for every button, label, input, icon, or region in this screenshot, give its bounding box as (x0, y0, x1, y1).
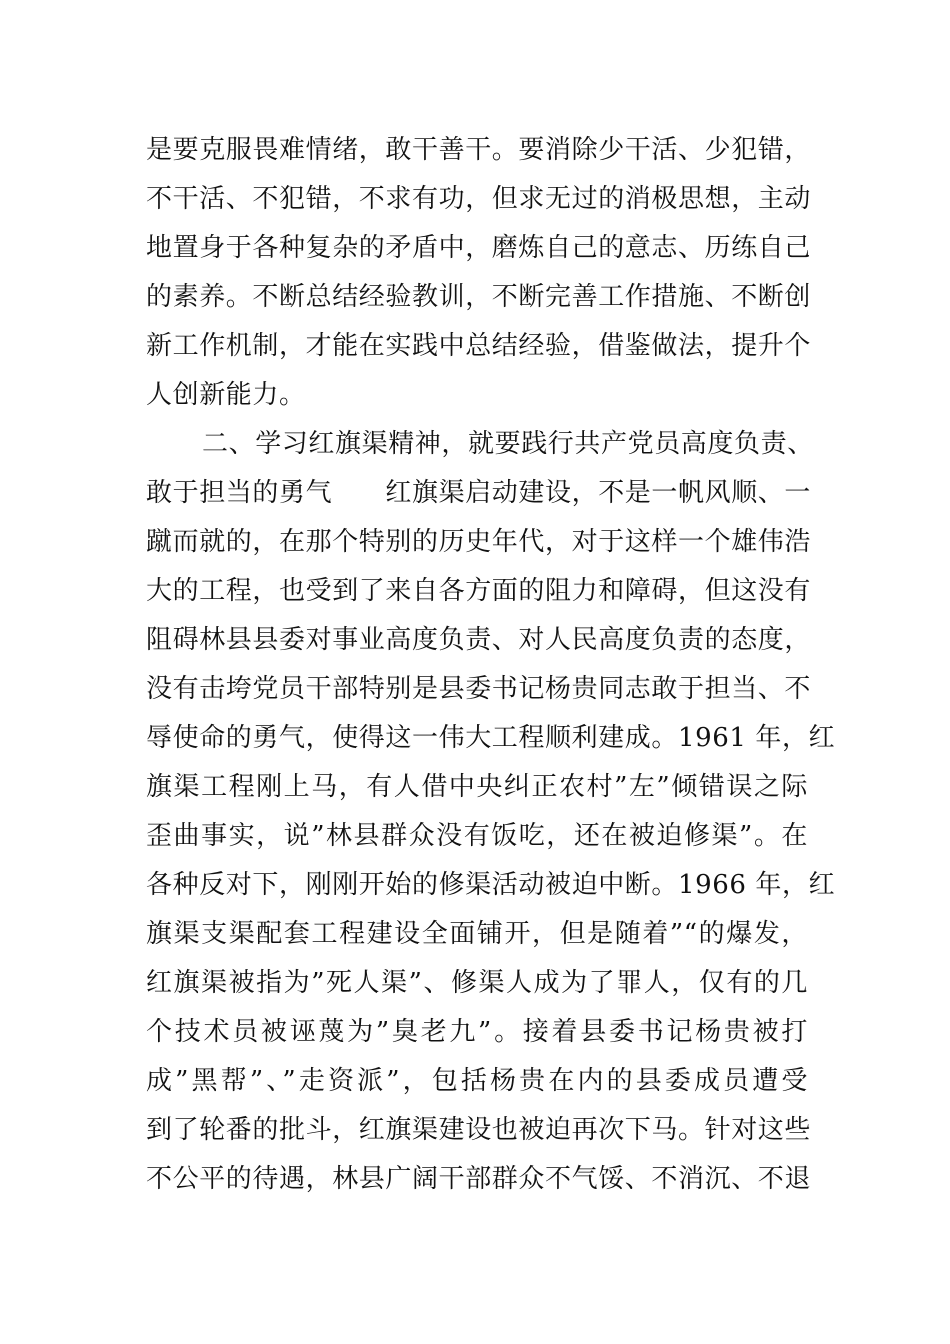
text-line: 红旗渠被指为”死人渠”、修渠人成为了罪人，仅有的几 (146, 968, 808, 998)
text-line: 个技术员被诬蔑为”臭老九”。接着县委书记杨贵被打 (146, 1017, 808, 1047)
text-line: 成”黑帮”、”走资派”，包括杨贵在内的县委成员遭受 (146, 1066, 808, 1096)
text-line: 旗渠工程刚上马，有人借中央纠正农村”左”倾错误之际 (146, 772, 808, 802)
text-line: 辱使命的勇气，使得这一伟大工程顺利建成。1961 年，红 (146, 723, 836, 753)
text-line: 各种反对下，刚刚开始的修渠活动被迫中断。1966 年，红 (146, 870, 836, 900)
section-heading-line: 二、学习红旗渠精神，就要践行共产党员高度负责、 (202, 429, 814, 459)
text-line: 没有击垮党员干部特别是县委书记杨贵同志敢于担当、不 (146, 674, 812, 704)
text-line: 不公平的待遇，林县广阔干部群众不气馁、不消沉、不退 (146, 1164, 812, 1194)
text-line: 歪曲事实，说”林县群众没有饭吃，还在被迫修渠”。在 (146, 821, 808, 851)
text-line: 敢于担当的勇气 红旗渠启动建设，不是一帆风顺、一 (146, 478, 812, 508)
text-line: 阻碍林县县委对事业高度负责、对人民高度负责的态度， (146, 625, 812, 655)
text-line: 蹴而就的，在那个特别的历史年代，对于这样一个雄伟浩 (146, 527, 812, 557)
text-line: 的素养。不断总结经验教训，不断完善工作措施、不断创 (146, 282, 812, 312)
text-line: 人创新能力。 (146, 380, 306, 410)
text-line: 地置身于各种复杂的矛盾中，磨炼自己的意志、历练自己 (146, 233, 812, 263)
text-line: 不干活、不犯错，不求有功，但求无过的消极思想，主动 (146, 184, 812, 214)
text-line: 是要克服畏难情绪，敢干善干。要消除少干活、少犯错， (146, 135, 812, 165)
text-line: 大的工程，也受到了来自各方面的阻力和障碍，但这没有 (146, 576, 812, 606)
text-line: 到了轮番的批斗，红旗渠建设也被迫再次下马。针对这些 (146, 1115, 812, 1145)
text-line: 新工作机制，才能在实践中总结经验，借鉴做法，提升个 (146, 331, 812, 361)
text-line: 旗渠支渠配套工程建设全面铺开，但是随着”“的爆发， (146, 919, 808, 949)
